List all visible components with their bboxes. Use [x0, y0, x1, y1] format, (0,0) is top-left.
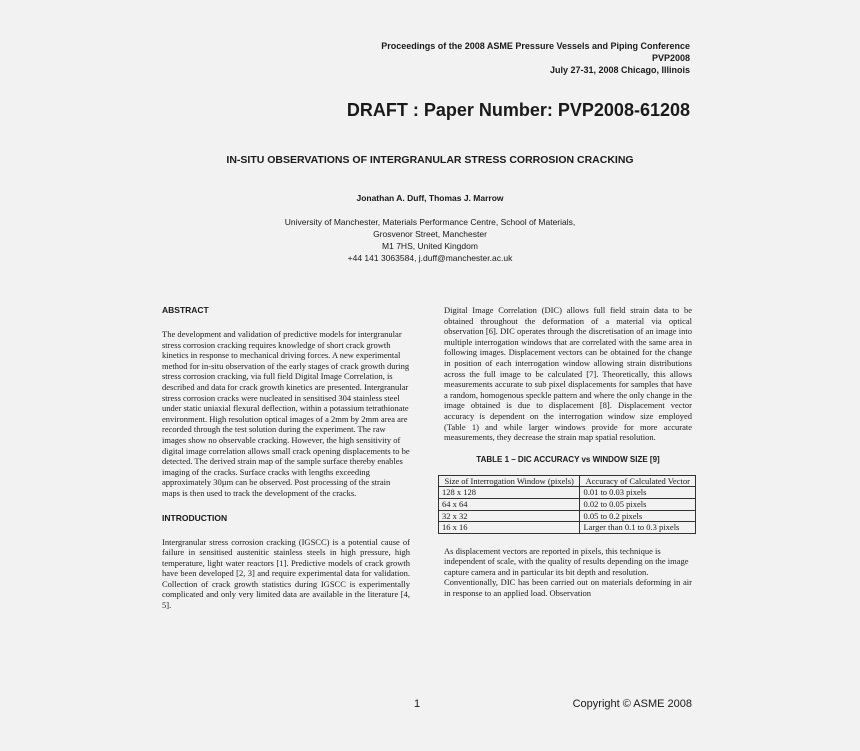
conference-code: PVP2008: [651, 53, 690, 63]
dic-paragraph: Digital Image Correlation (DIC) allows full field strain data to be obtained throughout the deformation of a material via optical observation [6]. DIC operates through the discretisation of an image into multiple interrogation windows that are correlated with the same area in following images. Displacement vectors can be obtained for the change in position of each interrogation window allowing strain distributions across the full image to be calculated [7]. Theoretically, this allows measurements accurate to sub pixel displacements for samples that have a random, homogenous speckle pattern and where the only change in the image obtained is due to displacement [8]. Displacement vector accuracy is dependent on the interrogation window size employed (Table 1) and while larger windows provide for more accurate measurements, they decrease the strain map spatial resolution.: [444, 305, 692, 443]
accuracy-cell: 0.01 to 0.03 pixels: [580, 487, 696, 499]
window-size-cell: 32 x 32: [439, 510, 580, 522]
page-number: 1: [414, 698, 421, 710]
accuracy-cell: 0.05 to 0.2 pixels: [580, 510, 696, 522]
abstract-heading: ABSTRACT: [162, 305, 209, 315]
table-row: [439, 522, 696, 534]
window-size-cell: 16 x 16: [439, 522, 580, 534]
left-column: [162, 305, 410, 611]
conference-date-place: July 27-31, 2008 Chicago, Illinois: [549, 65, 690, 75]
table-header-cell: Size of Interrogation Window (pixels): [439, 475, 580, 487]
affiliation-line: Grosvenor Street, Manchester: [373, 229, 487, 239]
right-column: [444, 305, 692, 599]
affiliation-line: M1 7HS, United Kingdom: [382, 241, 478, 251]
affiliation: [0, 216, 860, 264]
authors: Jonathan A. Duff, Thomas J. Marrow: [356, 193, 504, 203]
table-row: [439, 510, 696, 522]
paper-title: IN-SITU OBSERVATIONS OF INTERGRANULAR STRESS CORROSION CRACKING: [226, 154, 634, 166]
abstract-text: The development and validation of predictive models for intergranular stress corrosion cracking requires knowledge of short crack growth kinetics in response to mechanical driving forces. A new experimental method for in-situ observation of the early stages of crack growth during stress corrosion cracking, via full field Digital Image Correlation, is described and data for crack growth kinetics are presented. Intergranular stress corrosion cracks were nucleated in sensitised 304 stainless steel under static uniaxial flexural deflection, within a potassium tetrathionate environment. High resolution optical images of a 2mm by 2mm area are recorded through the test solution during the experiment. The raw images show no observable cracking. However, the high sensitivity of digital image correlation allows small crack opening displacements to be detected. The derived strain map of the sample surface thereby enables imaging of the cracks. Surface cracks with lengths exceeding approximately 30µm can be observed. Post processing of the strain maps is then used to track the development of the cracks.: [162, 329, 410, 498]
proceedings-line: Proceedings of the 2008 ASME Pressure Vessels and Piping Conference: [381, 41, 690, 51]
contact-line: +44 141 3063584, j.duff@manchester.ac.uk: [347, 253, 513, 263]
affiliation-line: University of Manchester, Materials Performance Centre, School of Materials,: [284, 217, 576, 227]
window-size-cell: 128 x 128: [439, 487, 580, 499]
scale-paragraph: As displacement vectors are reported in pixels, this technique is independent of scale, with the quality of results depending on the image capture camera and in particular its bit depth and resolution.: [444, 545, 689, 577]
table-row: [439, 498, 696, 510]
table-title: TABLE 1 – DIC ACCURACY vs WINDOW SIZE [9]: [476, 454, 660, 464]
draft-paper-number: DRAFT : Paper Number: PVP2008-61208: [346, 100, 690, 120]
conference-header: [381, 40, 690, 76]
accuracy-cell: 0.02 to 0.05 pixels: [580, 498, 696, 510]
introduction-heading: INTRODUCTION: [162, 512, 228, 523]
accuracy-table: [438, 475, 696, 534]
window-size-cell: 64 x 64: [439, 498, 580, 510]
accuracy-cell: Larger than 0.1 to 0.3 pixels: [580, 522, 696, 534]
copyright: Copyright © ASME 2008: [572, 698, 692, 710]
table-row: [439, 487, 696, 499]
table-header-row: [439, 475, 696, 487]
conventional-paragraph: Conventionally, DIC has been carried out on materials deforming in air in response to an applied load. Observation: [444, 577, 692, 599]
introduction-text: Intergranular stress corrosion cracking (IGSCC) is a potential cause of failure in sensitised austenitic stainless steels in high pressure, high temperature, light water reactors [1]. Predictive models of crack growth have been developed [2, 3] and require experimental data for validation. Collection of crack growth statistics during IGSCC is experimentally complicated and only very limited data are available in the literature [4, 5].: [162, 536, 410, 611]
table-header-cell: Accuracy of Calculated Vector: [580, 475, 696, 487]
